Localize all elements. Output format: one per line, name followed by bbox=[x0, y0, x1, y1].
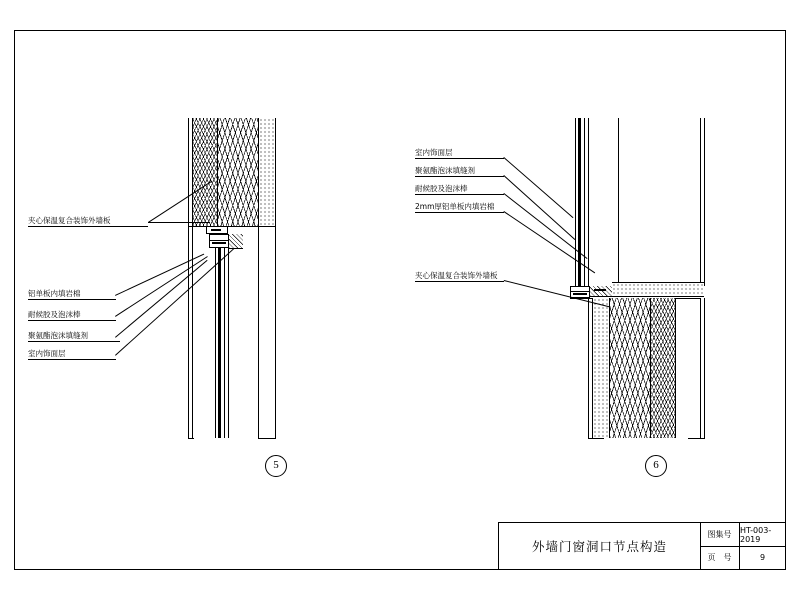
detail6-slab-bottom bbox=[590, 296, 704, 297]
detail5-head-line bbox=[228, 226, 276, 227]
atlas-number-value: HT-003-2019 bbox=[740, 525, 772, 544]
detail6-wall-line-a bbox=[618, 118, 619, 286]
detail5-backer-rod bbox=[211, 229, 221, 231]
detail6-label-0: 室内饰面层 bbox=[415, 148, 453, 157]
detail5-label-2: 耐候胶及泡沫棒 bbox=[28, 310, 81, 319]
page-number-label: 页 号 bbox=[707, 553, 732, 562]
title-block bbox=[498, 522, 786, 570]
detail6-frame-gasket bbox=[573, 293, 587, 295]
detail5-mullion-left bbox=[215, 248, 216, 438]
detail5-leader-1 bbox=[148, 222, 210, 223]
detail5-glazing-unit bbox=[218, 248, 221, 438]
detail5-interior-finish-layer bbox=[259, 118, 275, 226]
detail6-slab-fill bbox=[612, 283, 704, 295]
detail6-label-1-underline bbox=[415, 176, 504, 177]
detail6-sill-hatch bbox=[590, 286, 612, 296]
detail6-label-2-underline bbox=[415, 194, 504, 195]
detail6-label-4: 夹心保温复合装饰外墙板 bbox=[415, 271, 498, 280]
detail5-tag: 5 bbox=[265, 455, 287, 477]
detail6-lower-right-line bbox=[700, 298, 701, 438]
detail6-frame-box bbox=[570, 286, 590, 298]
detail6-wall-line-b bbox=[700, 118, 701, 286]
detail5-wall-outer-line bbox=[188, 118, 189, 226]
detail6-mullion-outer bbox=[588, 118, 589, 286]
detail5-label-3-underline bbox=[28, 341, 120, 342]
detail6-label-2: 耐候胶及泡沫棒 bbox=[415, 184, 468, 193]
detail5-label-0-underline bbox=[28, 226, 148, 227]
detail6-backer-rod bbox=[594, 289, 606, 291]
detail5-window-frame-box bbox=[209, 234, 229, 248]
detail5-frame-gasket bbox=[212, 242, 226, 244]
detail5-frame-hatch bbox=[229, 234, 243, 248]
detail6-tag: 6 bbox=[645, 455, 667, 477]
detail5-frame-divider bbox=[209, 240, 229, 241]
detail6-lower-insulation-band bbox=[610, 298, 650, 438]
detail6-label-0-underline bbox=[415, 158, 504, 159]
detail6-break-left bbox=[588, 438, 604, 439]
detail6-lower-rockwool-edge bbox=[675, 298, 676, 438]
detail5-mullion-outer bbox=[228, 248, 229, 438]
detail5-insulation-band bbox=[218, 118, 258, 226]
detail5-right-wall-line-a bbox=[258, 118, 259, 438]
detail5-label-2-underline bbox=[28, 320, 116, 321]
page-number-value: 9 bbox=[759, 553, 766, 562]
detail6-label-4-underline bbox=[415, 281, 504, 282]
detail6-label-3: 2mm厚铝单板内填岩棉 bbox=[415, 202, 495, 211]
detail5-label-3: 聚氨酯泡沫填缝剂 bbox=[28, 331, 88, 340]
detail6-lower-left-line bbox=[588, 298, 589, 438]
detail6-mullion-right bbox=[584, 118, 585, 286]
detail5-interior-line bbox=[275, 118, 276, 226]
detail6-frame-divider bbox=[570, 291, 590, 292]
detail5-label-4: 室内饰面层 bbox=[28, 349, 66, 358]
detail5-break-line-right bbox=[258, 438, 276, 439]
detail6-lower-interior-layer bbox=[593, 298, 609, 438]
detail5-label-1-underline bbox=[28, 299, 116, 300]
detail5-mullion-right bbox=[224, 248, 225, 438]
sheet-title: 外墙门窗洞口节点构造 bbox=[531, 539, 667, 554]
detail5-break-line-left bbox=[188, 438, 194, 439]
detail6-break-right bbox=[688, 438, 705, 439]
detail5-label-0: 夹心保温复合装饰外墙板 bbox=[28, 216, 111, 225]
detail5-right-wall-line-b bbox=[275, 226, 276, 438]
detail6-label-1: 聚氨酯泡沫填缝剂 bbox=[415, 166, 475, 175]
detail5-label-4-underline bbox=[28, 359, 116, 360]
detail6-label-3-underline bbox=[415, 212, 504, 213]
detail5-label-1: 铝单板内填岩棉 bbox=[28, 289, 81, 298]
detail6-lower-right-line2 bbox=[704, 298, 705, 438]
detail5-rockwool-core bbox=[193, 118, 217, 226]
atlas-number-label: 图集号 bbox=[707, 530, 732, 539]
detail5-left-wall-line-b bbox=[188, 226, 189, 438]
detail6-wall-line-c bbox=[704, 118, 705, 286]
detail6-lower-rockwool bbox=[651, 298, 675, 438]
